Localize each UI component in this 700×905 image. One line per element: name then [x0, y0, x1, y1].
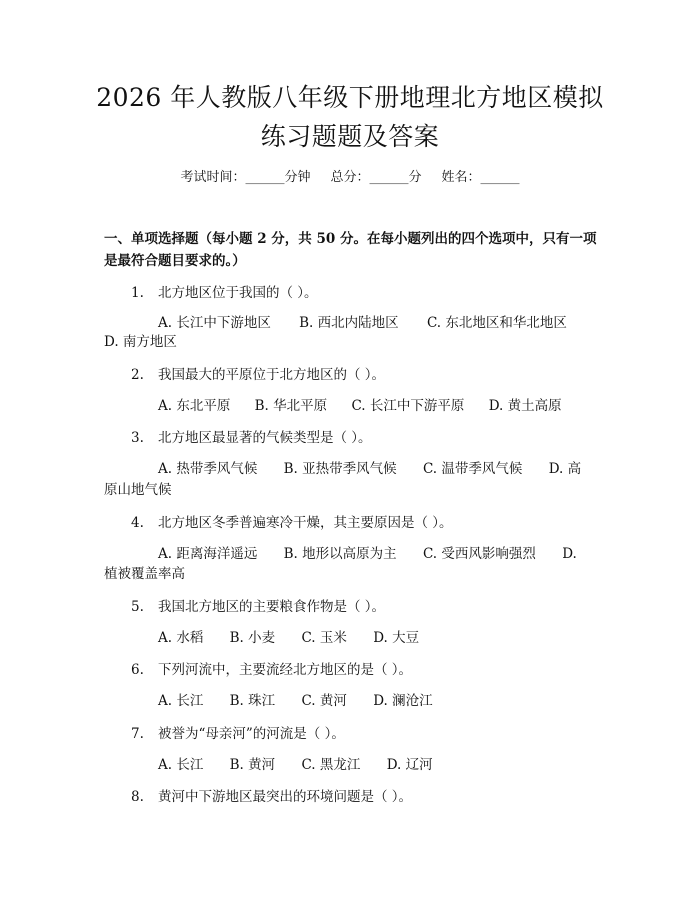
option-a: A. 水稻 — [158, 630, 204, 646]
question-4-option-d-cont: 植被覆盖率高 — [104, 566, 185, 582]
question-text: 北方地区冬季普遍寒冷干燥，其主要原因是（ ）。 — [158, 515, 453, 531]
option-d: D. — [562, 546, 577, 562]
option-a: A. 东北平原 — [158, 398, 231, 414]
question-4 — [131, 513, 453, 533]
question-1-options — [158, 313, 567, 333]
question-number: 2. — [131, 367, 144, 383]
option-c: C. 玉米 — [301, 630, 347, 646]
question-number: 3. — [131, 430, 144, 446]
question-3-option-d-cont: 原山地气候 — [104, 482, 172, 498]
question-1 — [131, 283, 318, 303]
question-number: 5. — [131, 599, 144, 615]
question-number: 8. — [131, 789, 144, 805]
question-text: 被誉为“母亲河”的河流是（ ）。 — [158, 726, 345, 742]
question-number: 7. — [131, 726, 144, 742]
option-c: C. 黑龙江 — [301, 757, 361, 773]
question-5-options — [158, 628, 419, 648]
section-heading: 一、单项选择题（每小题 2 分，共 50 分。在每小题列出的四个选项中，只有一项是最符合题目要求的。） — [104, 231, 597, 269]
option-b: B. 亚热带季风气候 — [283, 461, 397, 477]
exam-meta — [0, 168, 700, 188]
question-6 — [131, 660, 412, 680]
question-number: 1. — [131, 285, 144, 301]
question-1-option-d: D. 南方地区 — [104, 334, 177, 350]
option-a: A. 热带季风气候 — [158, 461, 258, 477]
option-c: C. 东北地区和华北地区 — [426, 315, 567, 331]
question-3-options — [158, 459, 581, 479]
question-4-options — [158, 544, 577, 564]
option-a: A. 距离海洋遥远 — [158, 546, 258, 562]
question-number: 6. — [131, 662, 144, 678]
question-text: 黄河中下游地区最突出的环境问题是（ ）。 — [158, 789, 413, 805]
option-d: D. 高 — [548, 461, 582, 477]
question-number: 4. — [131, 515, 144, 531]
option-d: D. 大豆 — [373, 630, 420, 646]
option-a: A. 长江 — [158, 693, 204, 709]
option-a: A. 长江中下游地区 — [158, 315, 271, 331]
option-b: B. 地形以高原为主 — [283, 546, 397, 562]
option-c: C. 受西风影响强烈 — [422, 546, 536, 562]
option-d: D. 辽河 — [386, 757, 433, 773]
option-d: D. 黄土高原 — [488, 398, 562, 414]
question-text: 我国北方地区的主要粮食作物是（ ）。 — [158, 599, 386, 615]
question-text: 北方地区最显著的气候类型是（ ）。 — [158, 430, 372, 446]
question-7-options — [158, 755, 433, 775]
option-b: B. 黄河 — [229, 757, 276, 773]
document-title-line1: 2026 年人教版八年级下册地理北方地区模拟 — [96, 83, 604, 112]
document-title-line2: 练习题题及答案 — [260, 122, 440, 151]
student-name: 姓名：______ — [441, 170, 520, 185]
question-text: 下列河流中，主要流经北方地区的是（ ）。 — [158, 662, 413, 678]
option-a: A. 长江 — [158, 757, 204, 773]
exam-time: 考试时间：______分钟 — [180, 170, 311, 185]
question-2 — [131, 365, 385, 385]
question-2-options — [158, 396, 562, 416]
question-5 — [131, 597, 385, 617]
total-score: 总分：______分 — [330, 170, 422, 185]
question-text: 北方地区位于我国的（ ）。 — [158, 285, 318, 301]
question-6-options — [158, 691, 433, 711]
option-c: C. 温带季风气候 — [422, 461, 523, 477]
option-c: C. 黄河 — [301, 693, 347, 709]
option-b: B. 华北平原 — [254, 398, 328, 414]
question-7 — [131, 724, 345, 744]
question-text: 我国最大的平原位于北方地区的（ ）。 — [158, 367, 386, 383]
option-b: B. 珠江 — [229, 693, 276, 709]
option-d: D. 澜沧江 — [373, 693, 433, 709]
option-b: B. 西北内陆地区 — [299, 315, 399, 331]
option-c: C. 长江中下游平原 — [351, 398, 465, 414]
option-b: B. 小麦 — [229, 630, 276, 646]
question-8 — [131, 787, 412, 807]
question-3 — [131, 428, 372, 448]
